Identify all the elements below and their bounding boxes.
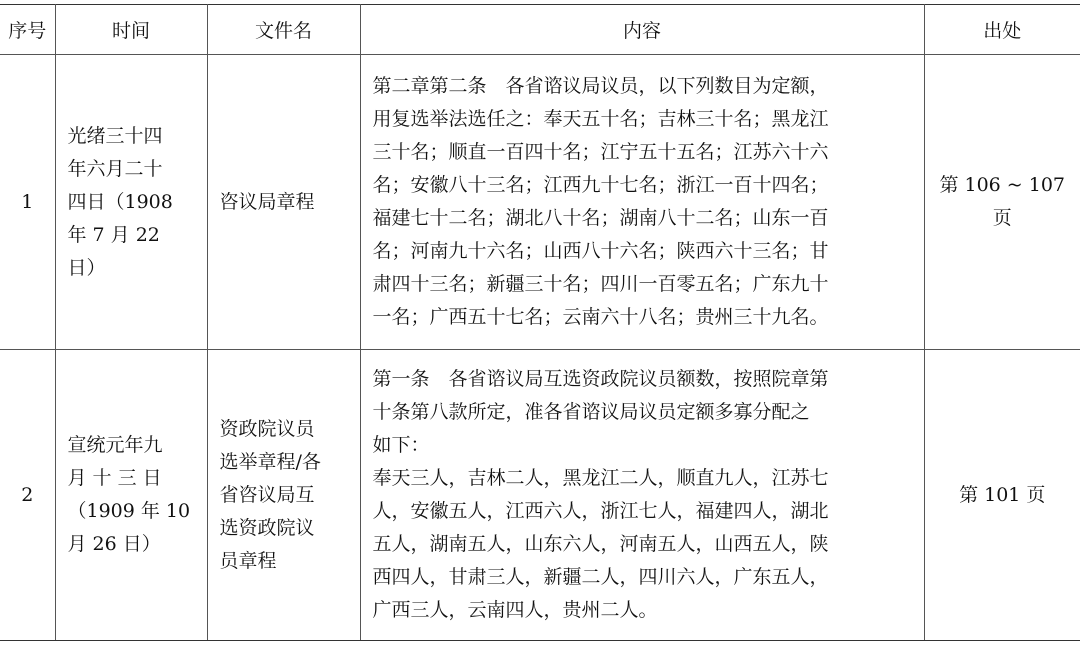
content-line: 五人，湖南五人，山东六人，河南五人，山西五人，陕 [372, 533, 829, 555]
time-line: （1909 年 10 [67, 500, 191, 522]
content-line: 十条第八款所定，准各省谘议局议员定额多寡分配之 [372, 401, 810, 423]
content-line: 第二章第二条 各省谘议局议员，以下列数目为定额， [372, 75, 829, 97]
provincial-assembly-table [0, 4, 1080, 641]
table-row [0, 55, 1080, 350]
time-line: 年 7 月 22 [67, 223, 160, 246]
content-line: 奉天三人，吉林二人，黑龙江二人，顺直九人，江苏七 [372, 467, 829, 489]
header-filename: 文件名 [207, 5, 360, 55]
content-line: 人，安徽五人，江西六人，浙江七人，福建四人，湖北 [372, 500, 829, 522]
row-index: 2 [0, 350, 55, 641]
filename-line: 省咨议局互 [219, 483, 315, 506]
filename-line: 资政院议员 [219, 417, 315, 440]
time-line: 四日（1908 [67, 190, 173, 213]
time-line: 月 十 三 日 [67, 467, 162, 489]
filename-line: 选举章程/各 [219, 450, 321, 473]
row-filename [207, 350, 360, 641]
content-line: 福建七十二名；湖北八十名；湖南八十二名；山东一百 [372, 207, 829, 229]
row-filename [207, 55, 360, 350]
time-line: 光绪三十四 [67, 124, 163, 147]
filename-line: 员章程 [219, 549, 277, 572]
content-line: 广西三人，云南四人，贵州二人。 [372, 599, 658, 621]
content-line: 名；安徽八十三名；江西九十七名；浙江一百十四名； [372, 174, 829, 196]
content-line: 一名；广西五十七名；云南六十八名；贵州三十九名。 [372, 306, 829, 328]
content-line: 用复选举法选任之：奉天五十名；吉林三十名；黑龙江 [372, 108, 829, 130]
header-source: 出处 [924, 5, 1080, 55]
filename-line: 咨议局章程 [219, 190, 315, 213]
row-index: 1 [0, 55, 55, 350]
table-row [0, 350, 1080, 641]
row-content [360, 55, 924, 350]
row-source: 第 106 ~ 107 页 [924, 55, 1080, 350]
content-line: 名；河南九十六名；山西八十六名；陕西六十三名；甘 [372, 240, 829, 262]
content-line: 第一条 各省谘议局互选资政院议员额数，按照院章第 [372, 368, 829, 390]
row-time [55, 350, 207, 641]
header-index: 序号 [0, 5, 55, 55]
content-line: 肃四十三名；新疆三十名；四川一百零五名；广东九十 [372, 273, 829, 295]
header-time: 时间 [55, 5, 207, 55]
row-content [360, 350, 924, 641]
filename-line: 选资政院议 [219, 516, 315, 539]
row-time [55, 55, 207, 350]
content-line: 三十名；顺直一百四十名；江宁五十五名；江苏六十六 [372, 141, 829, 163]
content-line: 西四人，甘肃三人，新疆二人，四川六人，广东五人， [372, 566, 829, 588]
header-row [0, 5, 1080, 55]
time-line: 年六月二十 [67, 157, 163, 180]
row-source: 第 101 页 [924, 350, 1080, 641]
time-line: 宣统元年九 [67, 434, 163, 456]
time-line: 日） [67, 256, 106, 279]
time-line: 月 26 日） [67, 533, 161, 555]
header-content: 内容 [360, 5, 924, 55]
content-line: 如下： [372, 434, 430, 456]
